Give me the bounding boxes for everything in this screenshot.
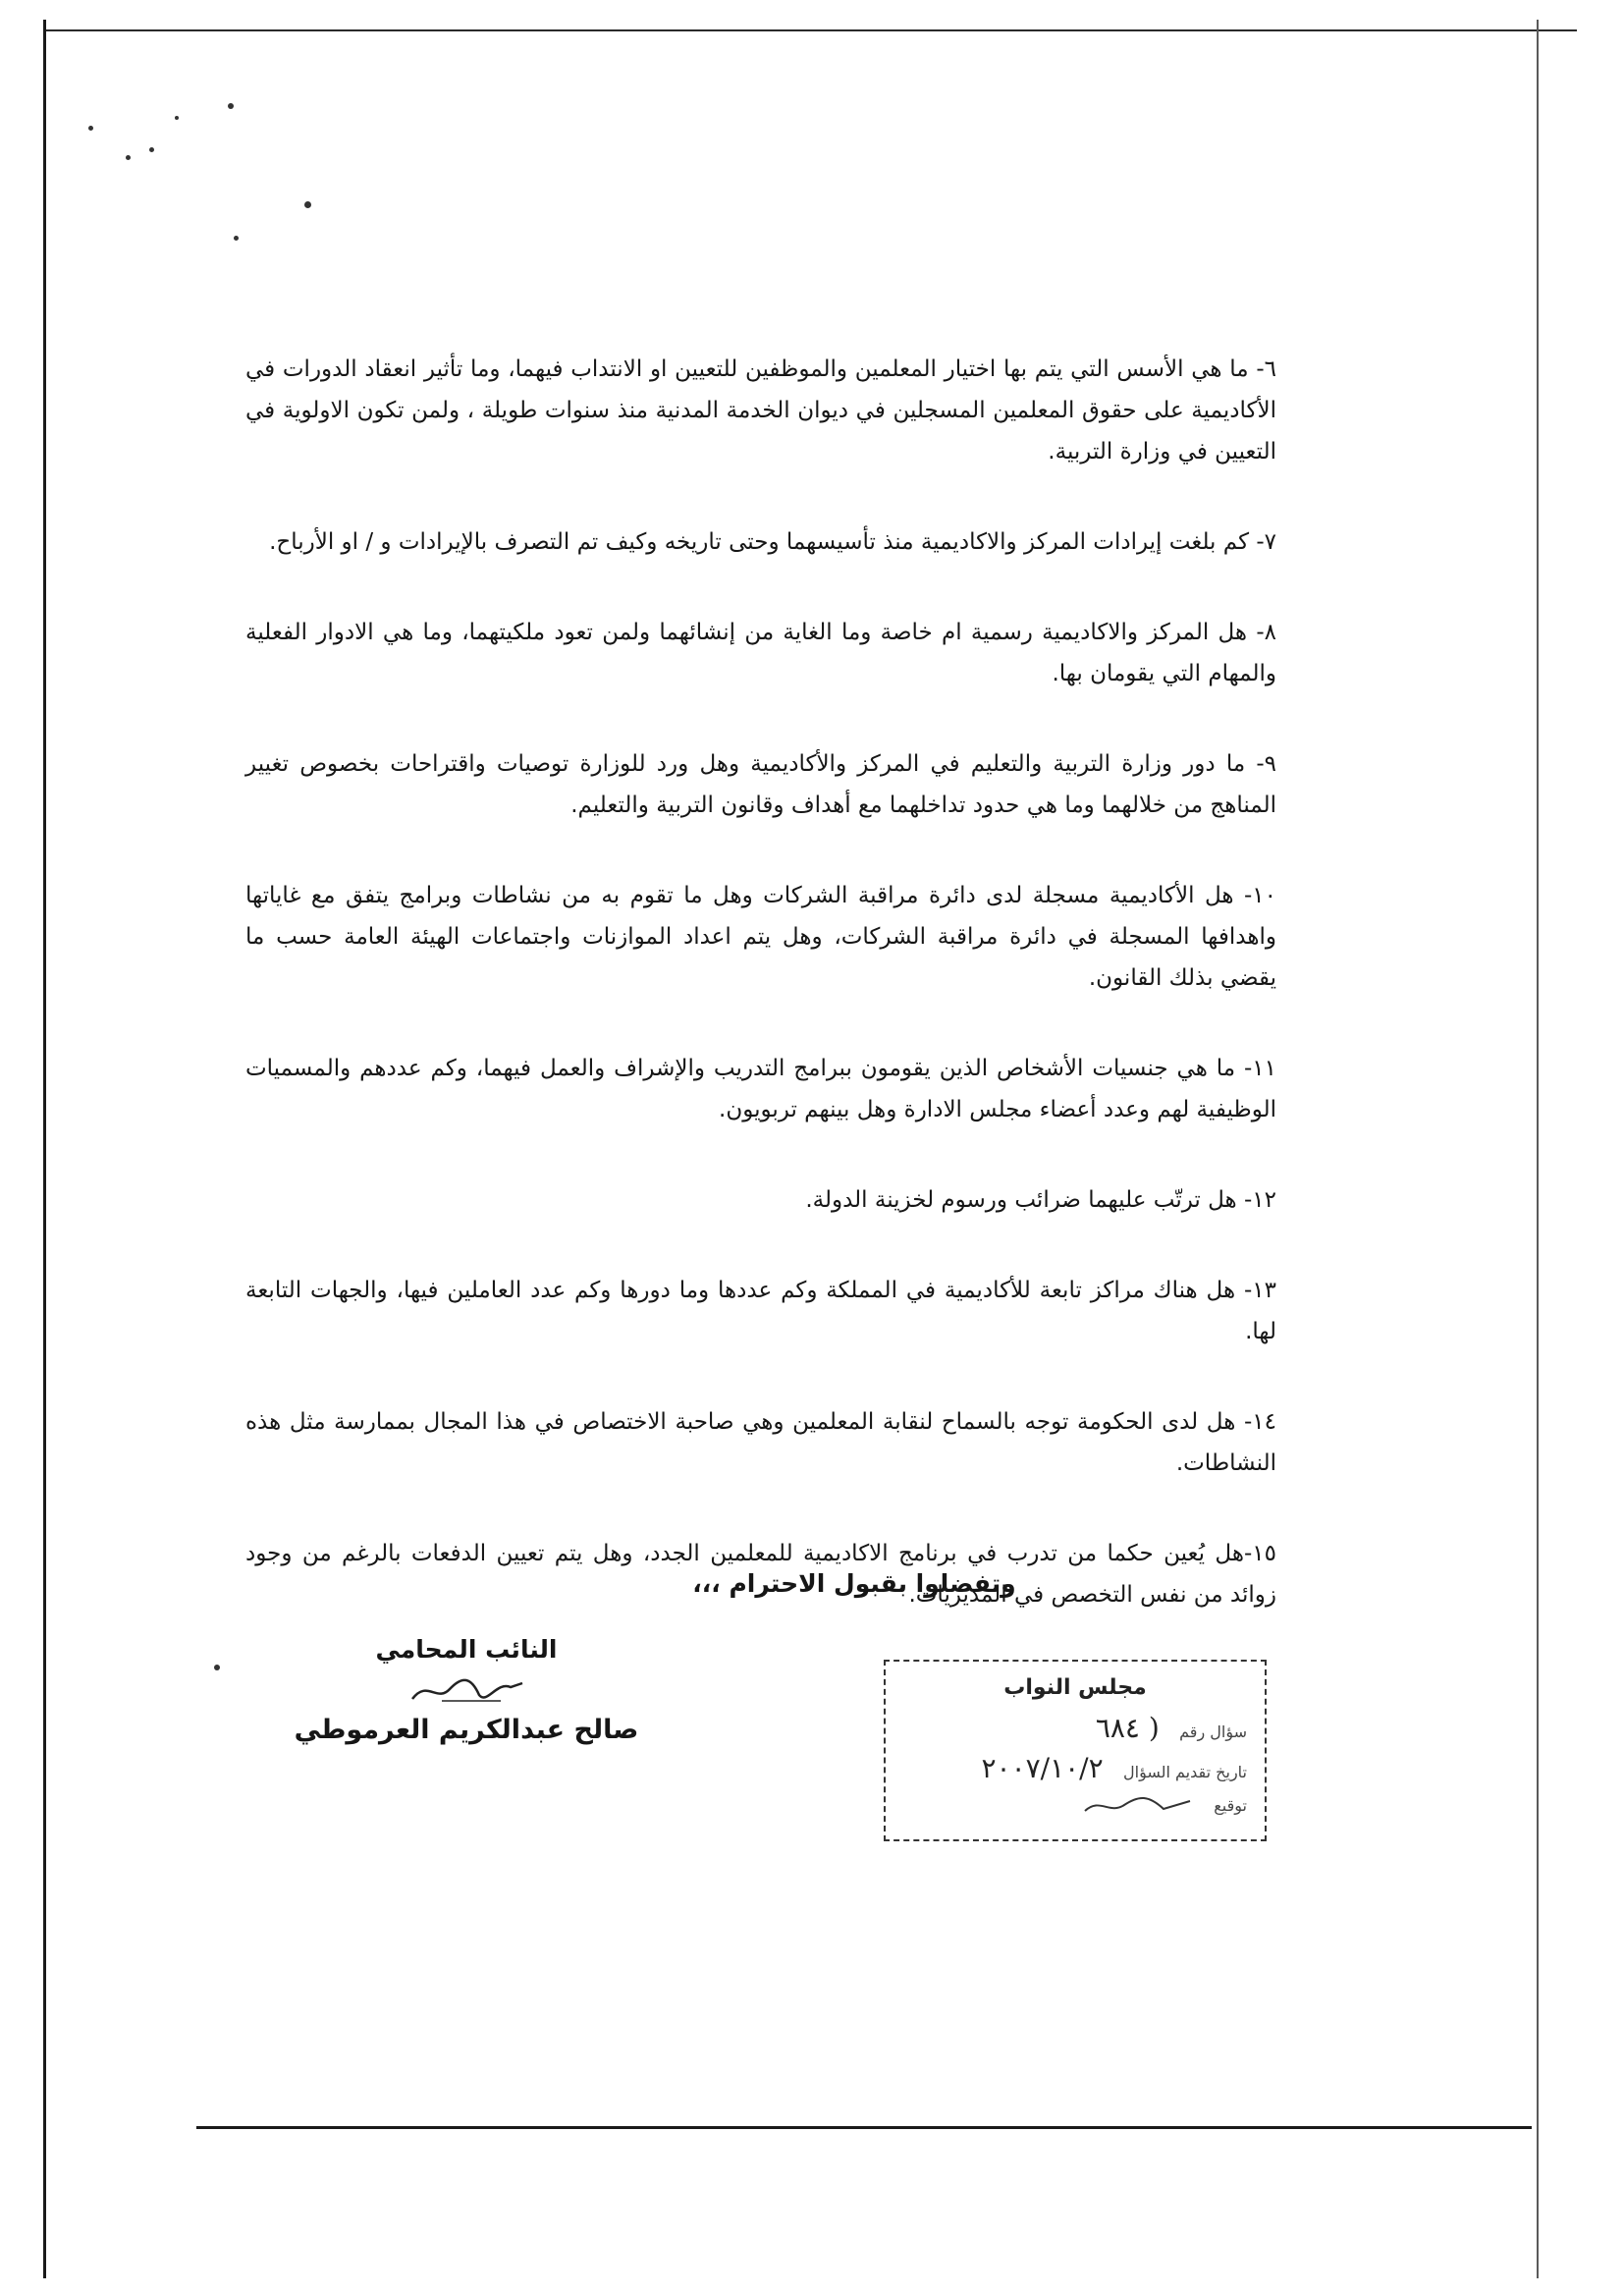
scan-speck <box>304 201 311 208</box>
stamp-date-value: ٢٠٠٧/١٠/٢ <box>981 1752 1104 1784</box>
stamp-signature-scribble-icon <box>1080 1793 1198 1819</box>
scan-speck <box>234 236 239 241</box>
closing-line: وتفضلوا بقبول الاحترام ،،، <box>692 1569 1016 1598</box>
stamp-signature-row <box>903 1792 1247 1819</box>
scan-border-bottom <box>196 2126 1532 2129</box>
signature-title: النائب المحامي <box>375 1635 558 1664</box>
scan-speck <box>88 126 93 131</box>
question-paragraph: ١١- ما هي جنسيات الأشخاص الذين يقومون ببرامج التدريب والإشراف والعمل فيهما، وكم عددهم والمسميات الوظيفية لهم وعدد أعضاء مجلس الادارة وهل بينهم تربويون. <box>245 1056 1276 1122</box>
stamp-number-value: ( ٦٨٤ <box>1095 1712 1160 1744</box>
document-body <box>245 349 1276 1665</box>
parliament-stamp <box>884 1660 1267 1841</box>
handwritten-signature-icon <box>403 1671 530 1709</box>
question-paragraph: ١٢- هل ترتّب عليهما ضرائب ورسوم لخزينة الدولة. <box>805 1187 1276 1213</box>
question-paragraph: ٦- ما هي الأسس التي يتم بها اختيار المعلمين والموظفين للتعيين او الانتداب فيهما، وما تأثير انعقاد الدورات في الأكاديمية على حقوق المعلمين المسجلين في ديوان الخدمة المدنية منذ سنوات طويلة ، ولمن تكون الاولوية في التعيين في وزارة التربية. <box>245 356 1276 465</box>
question-paragraph: ١٠- هل الأكاديمية مسجلة لدى دائرة مراقبة الشركات وهل ما تقوم به من نشاطات وبرامج يتفق مع غاياتها واهدافها المسجلة في دائرة مراقبة الشركات، وهل يتم اعداد الموازنات واجتماعات الهيئة العامة حسب ما يقضي بذلك القانون. <box>245 883 1276 991</box>
stamp-date-label: تاريخ تقديم السؤال <box>1123 1763 1247 1781</box>
scan-speck <box>149 147 154 152</box>
question-paragraph: ٧- كم بلغت إيرادات المركز والاكاديمية منذ تأسيسهما وحتى تاريخه وكيف تم التصرف بالإيرادات و / او الأرباح. <box>269 529 1276 555</box>
question-paragraph: ١٥-هل يُعين حكما من تدرب في برنامج الاكاديمية للمعلمين الجدد، وهل يتم تعيين الدفعات بالرغم من وجود زوائد من نفس التخصص في المديريات. <box>245 1541 1276 1608</box>
scan-border-left <box>43 20 46 2278</box>
question-paragraph: ١٣- هل هناك مراكز تابعة للأكاديمية في المملكة وكم عددها وما دورها وكم عدد العاملين فيها، والجهات التابعة لها. <box>245 1278 1276 1344</box>
stamp-number-label: سؤال رقم <box>1179 1722 1247 1741</box>
stamp-signature-label: توقيع <box>1214 1796 1247 1815</box>
question-paragraph: ٩- ما دور وزارة التربية والتعليم في المركز والأكاديمية وهل ورد للوزارة توصيات واقتراحات بخصوص تغيير المناهج من خلالهما وما هي حدود تداخلهما مع أهداف وقانون التربية والتعليم. <box>245 751 1276 818</box>
scan-speck <box>228 103 234 109</box>
scan-speck <box>214 1665 220 1670</box>
scan-border-top <box>45 29 1577 31</box>
stamp-header: مجلس النواب <box>1003 1675 1147 1700</box>
signature-name: صالح عبدالكريم العرموطي <box>294 1715 639 1745</box>
scan-speck <box>175 116 179 120</box>
question-paragraph: ١٤- هل لدى الحكومة توجه بالسماح لنقابة المعلمين وهي صاحبة الاختصاص في هذا المجال بممارسة مثل هذه النشاطات. <box>245 1409 1276 1476</box>
question-paragraph: ٨- هل المركز والاكاديمية رسمية ام خاصة وما الغاية من إنشائهما ولمن تعود ملكيتهما، وما هي الادوار الفعلية والمهام التي يقومان بها. <box>245 620 1276 686</box>
scan-border-right <box>1537 20 1539 2278</box>
stamp-date-row <box>903 1752 1247 1784</box>
signature-block <box>285 1635 648 1745</box>
scan-speck <box>126 155 131 160</box>
stamp-number-row <box>903 1712 1247 1744</box>
